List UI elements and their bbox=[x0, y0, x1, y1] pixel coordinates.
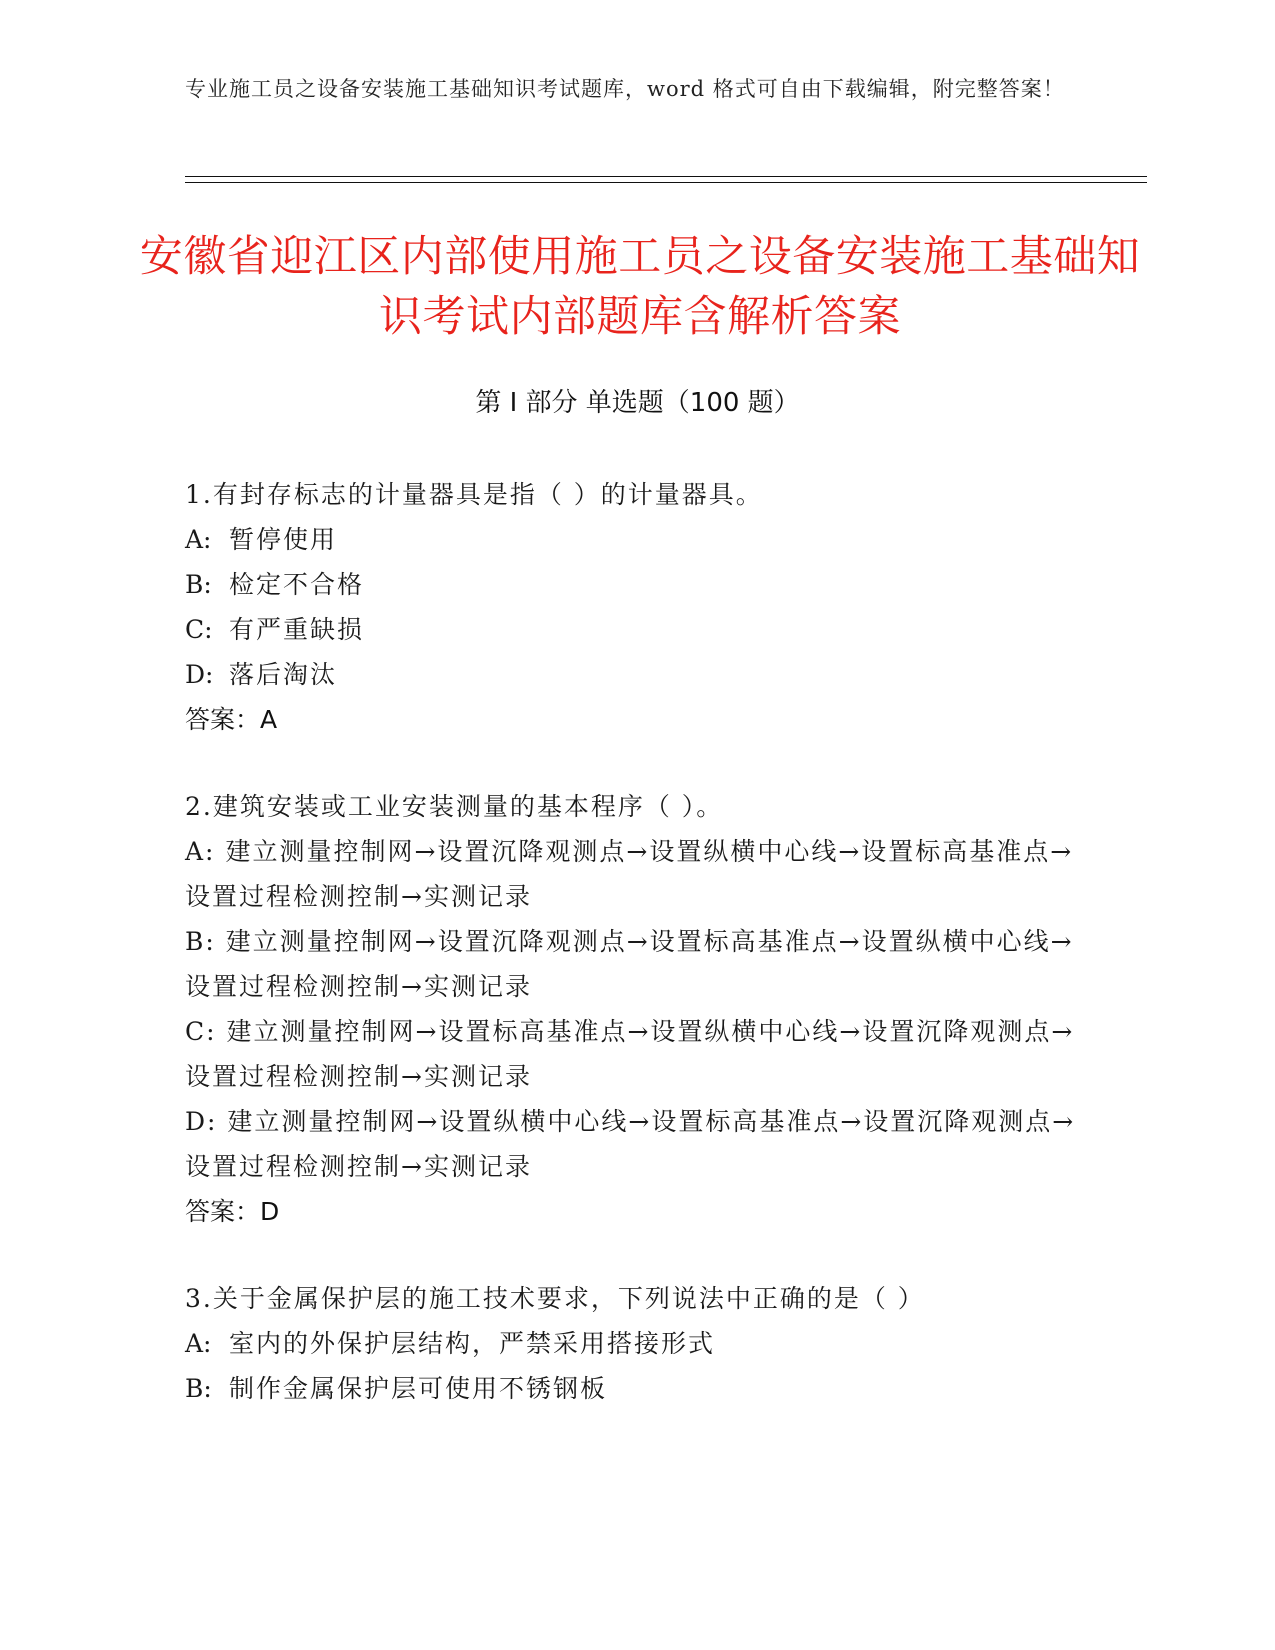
question-list bbox=[185, 472, 1080, 1453]
option-key: C: bbox=[185, 1017, 217, 1046]
option-c bbox=[185, 607, 1080, 652]
option-text: 落后淘汰 bbox=[229, 660, 338, 689]
option-c bbox=[185, 1009, 1080, 1099]
question-3 bbox=[185, 1276, 1080, 1411]
option-key: B: bbox=[185, 1374, 212, 1403]
option-b bbox=[185, 919, 1080, 1009]
question-stem: 1.有封存标志的计量器具是指（ ）的计量器具。 bbox=[185, 480, 763, 509]
option-text: 室内的外保护层结构，严禁采用搭接形式 bbox=[229, 1329, 716, 1358]
option-d bbox=[185, 1099, 1080, 1189]
header-rule-top bbox=[185, 176, 1147, 177]
option-d bbox=[185, 652, 1080, 697]
option-key: D: bbox=[185, 660, 214, 689]
option-key: D: bbox=[185, 1107, 218, 1136]
document-title: 安徽省迎江区内部使用施工员之设备安装施工基础知识考试内部题库含解析答案 bbox=[139, 232, 1141, 342]
option-text: 有严重缺损 bbox=[229, 615, 365, 644]
option-text: 建立测量控制网→设置沉降观测点→设置标高基准点→设置纵横中心线→设置过程检测控制→实测记录 bbox=[185, 927, 1074, 1001]
answer: 答案：A bbox=[185, 705, 278, 734]
option-key: B: bbox=[185, 927, 216, 956]
option-key: C: bbox=[185, 615, 213, 644]
option-text: 检定不合格 bbox=[229, 570, 365, 599]
question-stem: 3.关于金属保护层的施工技术要求，下列说法中正确的是（ ） bbox=[185, 1284, 925, 1313]
option-b bbox=[185, 562, 1080, 607]
option-a bbox=[185, 517, 1080, 562]
option-b bbox=[185, 1366, 1080, 1411]
option-text: 建立测量控制网→设置沉降观测点→设置纵横中心线→设置标高基准点→设置过程检测控制→实测记录 bbox=[185, 837, 1074, 911]
option-key: A: bbox=[185, 525, 212, 554]
option-key: B: bbox=[185, 570, 212, 599]
question-stem: 2.建筑安装或工业安装测量的基本程序（ ）。 bbox=[185, 792, 724, 821]
answer: 答案：D bbox=[185, 1197, 280, 1226]
header-rule-bottom bbox=[185, 182, 1147, 183]
question-1 bbox=[185, 472, 1080, 742]
section-title: 第 I 部分 单选题（100 题） bbox=[475, 388, 800, 418]
option-text: 建立测量控制网→设置纵横中心线→设置标高基准点→设置沉降观测点→设置过程检测控制→实测记录 bbox=[185, 1107, 1076, 1181]
option-text: 制作金属保护层可使用不锈钢板 bbox=[229, 1374, 608, 1403]
option-text: 建立测量控制网→设置标高基准点→设置纵横中心线→设置沉降观测点→设置过程检测控制→实测记录 bbox=[185, 1017, 1075, 1091]
header-note: 专业施工员之设备安装施工基础知识考试题库，word 格式可自由下载编辑，附完整答案！ bbox=[185, 77, 1065, 101]
option-text: 暂停使用 bbox=[229, 525, 338, 554]
option-key: A: bbox=[185, 1329, 212, 1358]
option-a bbox=[185, 1321, 1080, 1366]
option-key: A: bbox=[185, 837, 216, 866]
option-a bbox=[185, 829, 1080, 919]
question-2 bbox=[185, 784, 1080, 1234]
